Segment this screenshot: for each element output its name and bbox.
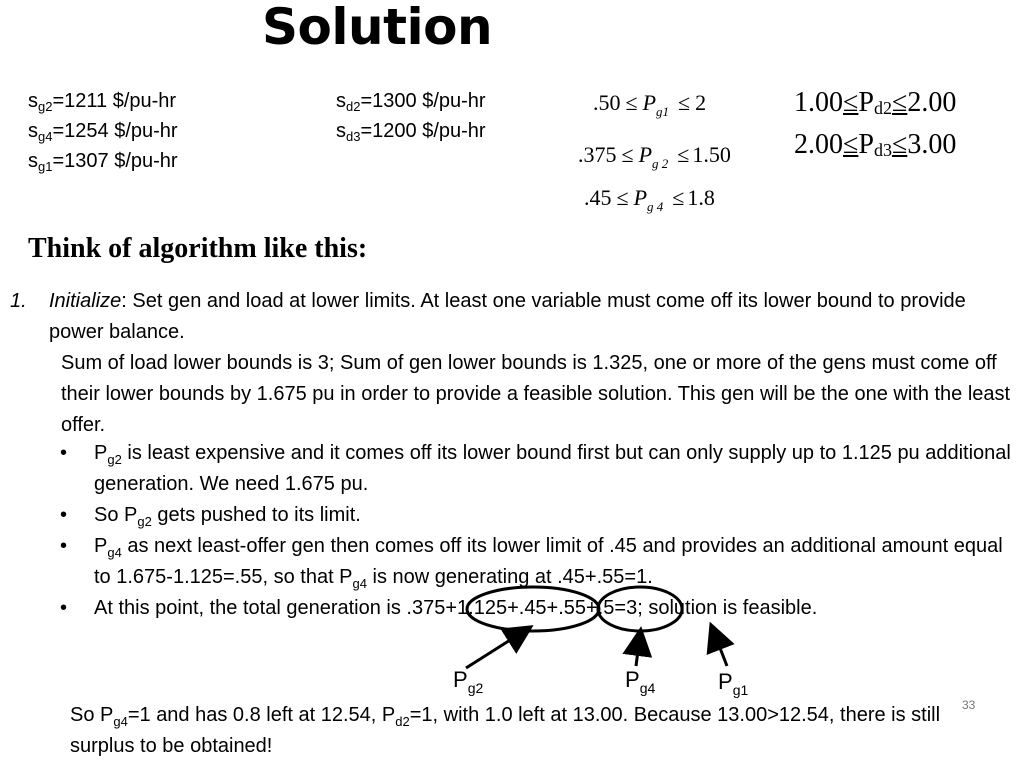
bullet-dot: •: [60, 504, 68, 526]
offer-sg1: $s_{g1}=1307$ $/pu-hr: [28, 150, 178, 174]
total-generation-equation: .375+1.125+.45+.55+.5=3: [406, 597, 638, 619]
limit-pd3: $2.00\le P_{d3}\le 3.00$: [794, 129, 957, 160]
limit-pg4: $.45 \le P_{g 4} \le 1.8$: [584, 185, 715, 214]
bullet-dot: •: [60, 597, 68, 619]
bullet-pg2-limit: • So $P_{g2}$ gets pushed to its limit.: [58, 500, 1018, 531]
bullet-pg2-least-expensive: • $P_{g2}$ is least expensive and it comes off its lower bound first but can only supply up to 1.125 pu additional generation. We need 1.675 pu.: [58, 438, 1018, 500]
arrow-pg1: [713, 630, 727, 666]
limit-pd2: $1.00\le P_{d2}\le 2.00$: [794, 87, 957, 118]
bullet-total-generation: • At this point, the total generation is .375+1.125+.45+.55+.5=3; solution is feasible.: [58, 593, 1018, 624]
slide-title: Solution: [262, 0, 493, 56]
bullet-dot: •: [60, 535, 68, 557]
limit-pg1: $.50 \le P_{g1} \le 2$: [593, 90, 707, 119]
offer-sg2: $s_{g2}=1211$ $/pu-hr: [28, 90, 177, 114]
offer-sg4: $s_{g4}=1254$ $/pu-hr: [28, 120, 178, 144]
initialize-step: Initialize: Set gen and load at lower limits. At least one variable must come off its lower bound to provide power balance.: [49, 290, 966, 343]
page-number: 33: [962, 698, 976, 712]
label-pg1: $P_{g1}$: [718, 669, 749, 698]
bullet-dot: •: [60, 442, 68, 464]
footer-note: So $P_{g4}=1$ and has 0.8 left at 12.54, $P_{d2}=1$, with 1.0 left at 13.00. Because 13.00>12.54, there is still surplus to be obtained!: [70, 704, 941, 757]
label-pg2: $P_{g2}$: [453, 667, 484, 696]
offer-sd3: $s_{d3}=1200$ $/pu-hr: [336, 120, 486, 144]
ellipse-pg2-term: [467, 587, 599, 631]
item-number: 1.: [10, 290, 27, 312]
limit-pg2: $.375 \le P_{g 2} \le 1.50$: [578, 142, 731, 171]
offer-sd2: $s_{d2}=1300$ $/pu-hr: [336, 90, 486, 114]
ellipse-pg4-term: [598, 587, 682, 631]
label-pg4: $P_{g4}$: [625, 667, 656, 696]
initialize-term: Initialize: [49, 290, 122, 312]
arrow-pg4: [636, 635, 640, 666]
explanation-paragraph: Sum of load lower bounds is 3; Sum of gen lower bounds is 1.325, one or more of the gens must come off their lower bounds by 1.675 pu in order to provide a feasible solution. This gen will be the one with the least offer.: [61, 352, 1011, 436]
arrow-pg2: [466, 630, 526, 668]
bullet-pg4-next: • $P_{g4}$ as next least-offer gen then comes off its lower limit of .45 and provides an additional amount equal to 1.675-1.125=.55, so that $P_{g4}$ is now generating at .45+.55=1.: [58, 531, 1018, 593]
algorithm-heading: Think of algorithm like this:: [28, 233, 368, 264]
